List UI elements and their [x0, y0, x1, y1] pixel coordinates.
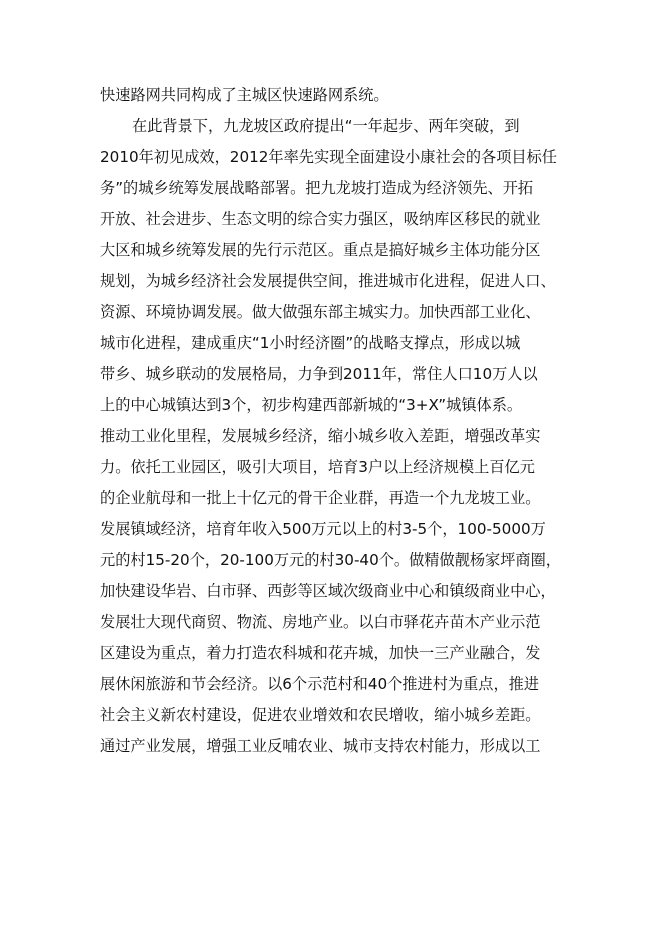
text-line: 资源、环境协调发展。做大做强东部主城实力。加快西部工业化、: [100, 303, 541, 321]
paragraph-first-line: 在此背景下，九龙坡区政府提出“一年起步、两年突破，到: [132, 117, 520, 135]
text-line: 社会主义新农村建设，促进农业增效和农民增收，缩小城乡差距。: [100, 706, 541, 724]
text-line: 推动工业化里程，发展城乡经济，缩小城乡收入差距，增强改革实: [100, 427, 541, 445]
text-line: 加快建设华岩、白市驿、西彭等区域次级商业中心和镇级商业中心，: [100, 582, 556, 600]
text-line: 城市化进程，建成重庆“1小时经济圈”的战略支撑点，形成以城: [100, 334, 521, 352]
text-line: 开放、社会进步、生态文明的综合实力强区，吸纳库区移民的就业: [100, 210, 541, 228]
text-line: 快速路网共同构成了主城区快速路网系统。: [100, 86, 389, 104]
body-text: [100, 80, 570, 762]
text-line: 元的村15-20个，20-100万元的村30-40个。做精做靓杨家坪商圈，: [100, 551, 561, 569]
text-line: 的企业航母和一批上十亿元的骨干企业群，再造一个九龙坡工业。: [100, 489, 541, 507]
text-line: 上的中心城镇达到3个，初步构建西部新城的“3+X”城镇体系。: [100, 396, 523, 414]
text-line: 通过产业发展，增强工业反哺农业、城市支持农村能力，形成以工: [100, 737, 541, 755]
text-line: 发展镇域经济，培育年收入500万元以上的村3-5个，100-5000万: [100, 520, 546, 538]
text-line: 力。依托工业园区，吸引大项目，培育3户以上经济规模上百亿元: [100, 458, 535, 476]
text-line: 大区和城乡统筹发展的先行示范区。重点是搞好城乡主体功能分区: [100, 241, 541, 259]
text-line: 带乡、城乡联动的发展格局，力争到2011年，常住人口10万人以: [100, 365, 538, 383]
text-line: 规划，为城乡经济社会发展提供空间，推进城市化进程，促进人口、: [100, 272, 556, 290]
text-line: 展休闲旅游和节会经济。以6个示范村和40个推进村为重点，推进: [100, 675, 540, 693]
text-line: 发展壮大现代商贸、物流、房地产业。以白市驿花卉苗木产业示范: [100, 613, 541, 631]
text-line: 区建设为重点，着力打造农科城和花卉城，加快一三产业融合，发: [100, 644, 541, 662]
text-line: 务”的城乡统筹发展战略部署。把九龙坡打造成为经济领先、开拓: [100, 179, 534, 197]
text-line: 2010年初见成效，2012年率先实现全面建设小康社会的各项目标任: [100, 148, 557, 166]
